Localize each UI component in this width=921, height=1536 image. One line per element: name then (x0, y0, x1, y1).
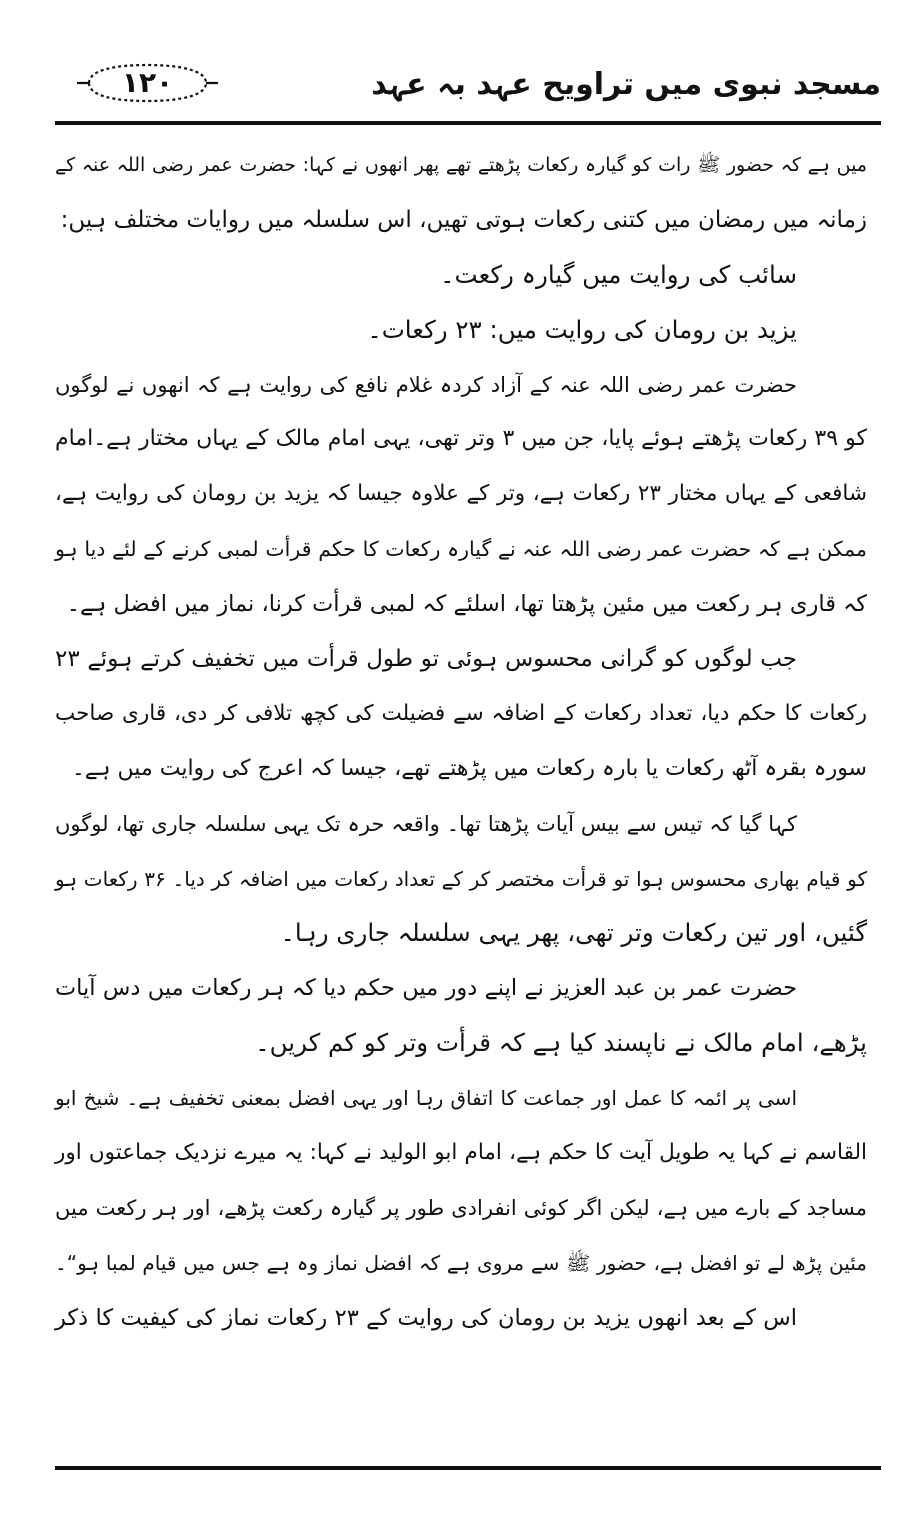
text-line-content: یزید بن رومان کی روایت میں: ۲۳ رکعات۔ (367, 314, 797, 344)
text-line-content: اس کے بعد انھوں یزید بن رومان کی روایت کے ۲۳ رکعات نماز کی کیفیت کا ذکر (55, 1304, 798, 1331)
text-line (55, 908, 867, 963)
page-number: ۱۲۰ (121, 66, 174, 99)
text-line (55, 799, 867, 854)
text-line-content: مئین پڑھ لے تو افضل ہے، حضور ﷺ سے مروی ہے کہ افضل نماز وہ ہے جس میں قیام لمبا ہو“۔ (55, 1250, 867, 1275)
text-line (55, 1238, 867, 1293)
text-line (55, 634, 867, 689)
text-line-content: گئیں، اور تین رکعات وتر تھی، پھر یہی سلسلہ جاری رہا۔ (280, 918, 867, 948)
footer-rule (55, 1466, 881, 1470)
text-line-content: شافعی کے یہاں مختار ۲۳ رکعات ہے، وتر کے علاوہ جیسا کہ یزید بن رومان کی روایت ہے، (55, 481, 867, 507)
header-rule (55, 121, 881, 125)
text-line (55, 1293, 867, 1348)
page-header (55, 60, 881, 116)
text-line-content: اسی پر ائمہ کا عمل اور جماعت کا اتفاق رہا اور یہی افضل بمعنی تخفیف ہے۔ شیخ ابو (55, 1086, 797, 1111)
text-line-content: کو قیام بھاری محسوس ہوا تو قرأت مختصر کر کے تعداد رکعات میں اضافہ کر دیا۔ ۳۶ رکعات ہو (55, 866, 867, 891)
text-line (55, 689, 867, 744)
text-line (55, 305, 867, 360)
text-line-content: مساجد کے بارے میں ہے، لیکن اگر کوئی انفرادی طور پر گیارہ رکعت پڑھے، اور ہر رکعت میں (55, 1195, 867, 1220)
text-line-content: کو ۳۹ رکعات پڑھتے ہوئے پایا، جن میں ۳ وتر تھی، یہی امام مالک کے یہاں مختار ہے۔امام (55, 426, 868, 452)
text-line (55, 1018, 867, 1073)
text-line (55, 140, 867, 195)
text-line-content: جب لوگوں کو گرانی محسوس ہوئی تو طول قرأت میں تخفیف کرتے ہوئے ۲۳ (55, 646, 797, 673)
text-line (55, 250, 867, 305)
text-line-content: کہ قاری ہر رکعت میں مئین پڑھتا تھا، اسلئے کہ لمبی قرأت کرنا، نماز میں افضل ہے۔ (66, 591, 867, 618)
text-line (55, 524, 867, 579)
text-line-content: القاسم نے کہا یہ طویل آیت کا حکم ہے، امام ابو الولید نے کہا: یہ میرے نزدیک جماعتوں اور (55, 1140, 867, 1166)
text-line (55, 414, 867, 469)
text-line (55, 1073, 867, 1128)
text-line-content: ممکن ہے کہ حضرت عمر رضی اللہ عنہ نے گیارہ رکعات کا حکم قرأت لمبی کرنے کے لئے دیا ہو (55, 537, 867, 562)
text-line (55, 195, 867, 250)
text-line-content: حضرت عمر بن عبد العزیز نے اپنے دور میں حکم دیا کہ ہر رکعات میں دس آیات (55, 975, 797, 1002)
text-line (55, 854, 867, 909)
text-line (55, 1183, 867, 1238)
text-line-content: سورہ بقرہ آٹھ رکعات یا بارہ رکعات میں پڑھتے تھے، جیسا کہ اعرج کی روایت میں ہے۔ (71, 755, 867, 781)
text-line-content: سائب کی روایت میں گیارہ رکعت۔ (440, 259, 797, 289)
text-line (55, 469, 867, 524)
page-number-badge (75, 62, 220, 104)
text-line-content: زمانہ میں رمضان میں کتنی رکعات ہوتی تھیں، اس سلسلہ میں روایات مختلف ہیں: (60, 206, 867, 233)
text-line (55, 579, 867, 634)
running-title: مسجد نبوی میں تراویح عہد بہ عہد (371, 67, 881, 102)
text-line-content: پڑھے، امام مالک نے ناپسند کیا ہے کہ قرأت وتر کو کم کریں۔ (255, 1028, 867, 1058)
text-line-content: حضرت عمر رضی اللہ عنہ کے آزاد کردہ غلام نافع کی روایت ہے کہ انھوں نے لوگوں (55, 372, 797, 397)
text-line (55, 744, 867, 799)
text-line (55, 360, 867, 415)
text-line-content: کہا گیا کہ تیس سے بیس آیات پڑھتا تھا۔ واقعہ حرہ تک یہی سلسلہ جاری تھا، لوگوں (55, 811, 797, 836)
text-line (55, 1128, 867, 1183)
text-body (55, 140, 867, 1348)
text-line-content: میں ہے کہ حضور ﷺ رات کو گیارہ رکعات پڑھتے تھے پھر انھوں نے کہا: حضرت عمر رضی اللہ عنہ کے (55, 154, 867, 176)
text-line-content: رکعات کا حکم دیا، تعداد رکعات کے اضافہ سے فضیلت کی کچھ تلافی کر دی، قاری صاحب (55, 700, 867, 726)
text-line (55, 963, 867, 1018)
